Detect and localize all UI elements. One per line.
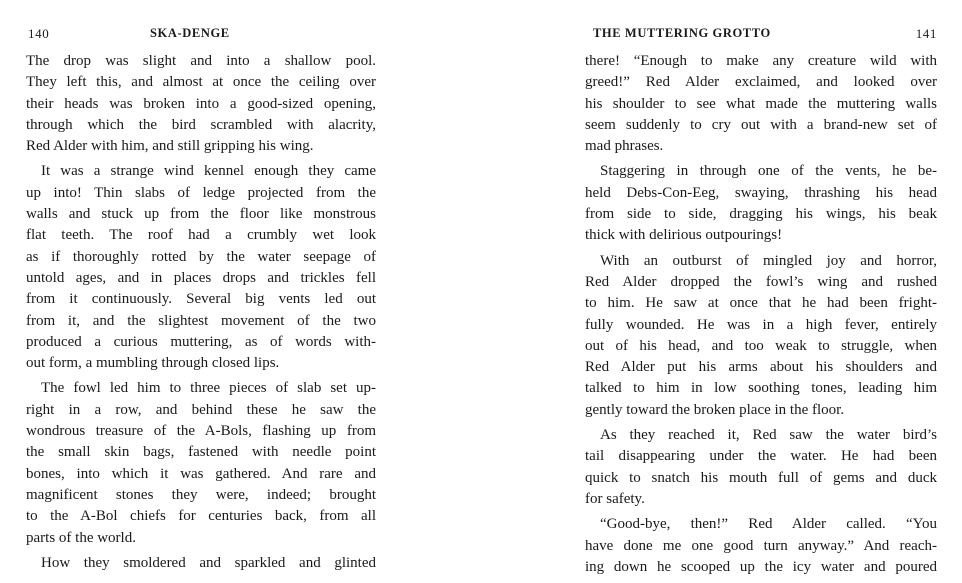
text-line: parts of the world. [26, 529, 136, 546]
paragraph [585, 514, 937, 578]
text-line: quick to snatch his mouth full of gems and duck [585, 469, 937, 486]
text-line: fully wounded. He was in a high fever, entirely [585, 316, 937, 333]
page-number: 140 [28, 26, 50, 41]
text-line: Red Alder with him, and still gripping his wing. [26, 138, 314, 155]
text-line: from it, and the slightest movement of the two [26, 312, 376, 329]
text-line: out of his head, and too weak to struggle, when [585, 337, 937, 354]
text-line: With an outburst of mingled joy and horror, [600, 252, 937, 269]
text-line: his shoulder to see what made the muttering walls [585, 95, 937, 112]
text-line: Red Alder put his arms about his shoulders and [585, 359, 937, 376]
text-line: “Good-bye, then!” Red Alder called. “You [600, 516, 937, 533]
text-line: the small skin bags, fastened with needle point [26, 444, 376, 461]
paragraph [585, 251, 937, 421]
text-line: there! “Enough to make any creature wild with [585, 53, 937, 69]
text-line: produced a curious muttering, as of words with- [26, 333, 376, 350]
text-line: talked to him in low soothing tones, leading him [585, 380, 937, 397]
text-line: They left this, and almost at once the ceiling over [26, 74, 376, 91]
text-line: for safety. [585, 490, 645, 507]
text-line: greed!” Red Alder exclaimed, and looked over [585, 74, 937, 91]
paragraph [585, 51, 937, 157]
right-page-header [585, 26, 937, 42]
text-line: ing down he scooped up the icy water and poured [585, 558, 937, 575]
left-page-body [26, 51, 376, 574]
text-line: gently toward the broken place in the floor. [585, 401, 845, 418]
page-number: 141 [915, 26, 937, 41]
text-line: wondrous treasure of the A-Bols, flashing up from [26, 423, 376, 440]
paragraph [26, 553, 376, 574]
paragraph [585, 425, 937, 510]
text-line: from side to side, dragging his wings, his beak [585, 206, 937, 223]
text-line: through which the bird scrambled with alacrity, [26, 116, 376, 133]
text-line: out form, a mumbling through closed lips. [26, 355, 280, 372]
text-line: It was a strange wind kennel enough they came [41, 163, 376, 180]
running-head: THE MUTTERING GROTTO [593, 26, 771, 40]
paragraph [585, 161, 937, 246]
text-line: tail disappearing under the water. He had been [585, 448, 937, 465]
text-line: flat teeth. The roof had a crumbly wet look [26, 227, 376, 244]
paragraph [26, 161, 376, 374]
right-page-body [585, 51, 937, 578]
paragraph [26, 51, 376, 157]
text-line: Staggering in through one of the vents, he be- [600, 163, 937, 180]
left-page-header [26, 26, 376, 42]
text-line: seem suddenly to cry out with a brand-new set of [585, 116, 937, 133]
left-page [26, 0, 376, 574]
running-head: SKA-DENGE [150, 26, 230, 40]
text-line: The fowl led him to three pieces of slab set up- [41, 380, 376, 397]
text-line: held Debs-Con-Eeg, swaying, thrashing his head [585, 184, 937, 201]
text-line: As they reached it, Red saw the water bird’s [600, 427, 937, 444]
text-line: right in a row, and behind these he saw the [26, 401, 376, 418]
text-line: untold ages, and in places drops and trickles fell [26, 269, 376, 286]
text-line: to him. He saw at once that he had been fright- [585, 295, 937, 312]
text-line: thick with delirious outpourings! [585, 227, 783, 244]
right-page [585, 0, 937, 578]
text-line: mad phrases. [585, 138, 664, 155]
text-line: as if thoroughly rotted by the water seepage of [26, 248, 376, 265]
text-line: bones, into which it was gathered. And rare and [26, 465, 376, 482]
text-line: How they smoldered and sparkled and glinted [41, 554, 376, 571]
text-line: Red Alder dropped the fowl’s wing and rushed [585, 273, 937, 290]
text-line: walls and stuck up from the floor like monstrous [26, 206, 376, 223]
paragraph [26, 378, 376, 548]
text-line: to the A-Bol chiefs for centuries back, from all [26, 508, 376, 525]
text-line: The drop was slight and into a shallow pool. [26, 53, 376, 69]
text-line: have done me one good turn anyway.” And reach- [585, 537, 937, 554]
text-line: from it continuously. Several big vents led out [26, 291, 376, 308]
text-line: their heads was broken into a good-sized opening, [26, 95, 376, 112]
text-line: magnificent stones they were, indeed; brought [26, 486, 376, 503]
text-line: up into! Thin slabs of ledge projected from the [26, 184, 376, 201]
